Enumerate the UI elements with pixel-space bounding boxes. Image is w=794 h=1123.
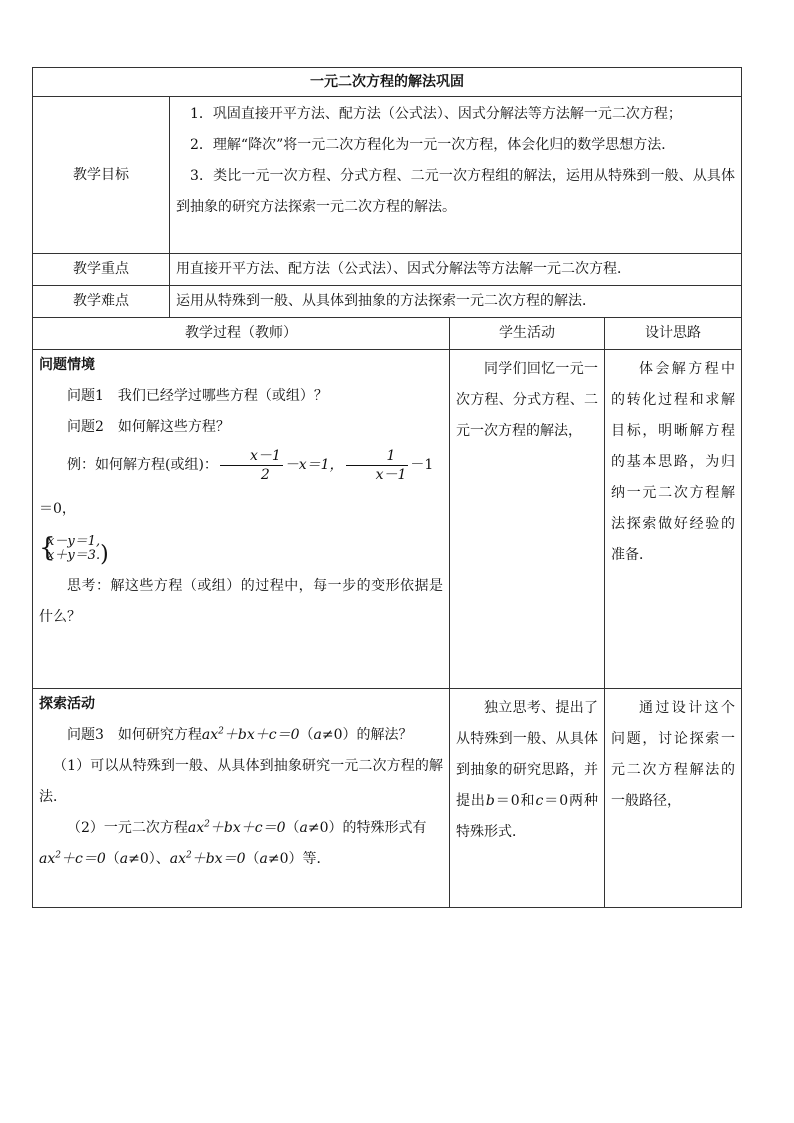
special-forms-suffix: 等． <box>302 851 331 867</box>
special-form-1: $ax^2+c=0$ <box>39 850 106 867</box>
goals-row <box>33 97 742 254</box>
special-forms-line: $ax^2+c=0(a\ne 0)$、$ax^2+bx=0(a\ne 0)$等． <box>39 850 331 867</box>
quadratic-equation: $ax^2+bx+c=0$ <box>187 819 286 836</box>
example-line <box>39 443 443 531</box>
design-idea-1: 体会解方程中的转化过程和求解目标，明晰解方程的基本思路，为归纳一元二次方程解法探索做好经验的准备． <box>605 350 742 689</box>
think-prompt: 思考：解这些方程（或组）的过程中，每一步的变形依据是什么？ <box>39 578 443 625</box>
condition: a <box>313 727 322 743</box>
fraction-1-numerator: x－1 <box>220 447 283 466</box>
fraction-2-denominator: x－1 <box>375 466 407 483</box>
page-title: 一元二次方程的解法巩固 <box>33 68 742 97</box>
condition-variable: a <box>259 851 268 867</box>
example-prefix: 例：如何解方程(或组)： <box>67 457 218 473</box>
student-activity-2-suffix: 两种特殊形式． <box>456 793 598 840</box>
fraction-1 <box>220 447 283 484</box>
special-form-2: $ax^2+bx=0$ <box>169 850 246 867</box>
equation-2-rest: －1＝0， <box>39 457 434 517</box>
student-activity-2-prefix: 独立思考、提出了从特殊到一般、从具体到抽象的研究思路，并提出 <box>456 700 598 809</box>
difficulties-label: 教学难点 <box>33 286 170 318</box>
lesson-table <box>32 67 742 908</box>
equation-system <box>39 531 443 571</box>
header-teacher: 教学过程（教师） <box>33 318 450 350</box>
system-line-2: x＋y＝3. <box>47 548 101 563</box>
goal-item: 3．类比一元一次方程、分式方程、二元一次方程组的解法，运用从特殊到一般、从具体到抽象的研究方法探索一元二次方程的解法。 <box>176 168 735 215</box>
left-brace-icon: { <box>39 533 56 563</box>
condition-variable: a <box>119 851 129 867</box>
variable-c: c <box>535 793 544 809</box>
question-3-suffix: 的解法？ <box>356 727 413 743</box>
section-problem-situation <box>33 350 742 689</box>
header-design: 设计思路 <box>605 318 742 350</box>
design-idea-2: 通过设计这个问题，讨论探索一元二次方程解法的一般路径， <box>605 689 742 908</box>
system-equations <box>39 535 100 563</box>
student-activity-1: 同学们回忆一元一次方程、分式方程、二元一次方程的解法， <box>450 350 605 689</box>
section-title: 问题情境 <box>39 357 95 373</box>
goal-item: 2．理解“降次”将一元二次方程化为一元一次方程，体会化归的数学思想方法． <box>190 137 676 153</box>
fraction-2-numerator: 1 <box>346 447 409 466</box>
variable-b: b <box>485 793 495 809</box>
question-3: 问题3 如何研究方程$ax^2+bx+c=0(a\ne 0)$的解法？ <box>67 726 413 743</box>
header-student: 学生活动 <box>450 318 605 350</box>
student-activity-2: 独立思考、提出了从特殊到一般、从具体到抽象的研究思路，并提出b＝0和c＝0两种特殊形式． <box>450 689 605 908</box>
question-2: 问题2 如何解这些方程？ <box>67 419 230 435</box>
goal-item: 1．巩固直接开平方法、配方法（公式法）、因式分解法等方法解一元二次方程； <box>190 106 682 122</box>
question-3-prefix: 问题3 如何研究方程 <box>67 727 202 743</box>
equation-1-rest: －x＝1， <box>284 457 344 473</box>
quadratic-equation: $ax^2+bx+c=0$ <box>201 726 300 743</box>
difficulties-row <box>33 286 742 318</box>
fraction-1-denominator: 2 <box>260 466 270 483</box>
fraction-2 <box>346 447 409 484</box>
point-1: （1）可以从特殊到一般、从具体到抽象研究一元二次方程的解法． <box>39 758 443 805</box>
point-2-suffix: 的特殊形式有 <box>342 820 427 836</box>
goals-label: 教学目标 <box>33 97 170 254</box>
lesson-plan <box>32 67 741 908</box>
section-title: 探索活动 <box>39 696 95 712</box>
section-exploration <box>33 689 742 908</box>
point-2: （2）一元二次方程$ax^2+bx+c=0(a\ne 0)$的特殊形式有 <box>67 819 427 836</box>
teacher-process-1 <box>33 350 450 689</box>
key-points-label: 教学重点 <box>33 254 170 286</box>
question-1: 问题1 我们已经学过哪些方程（或组）？ <box>67 388 328 404</box>
goals-content <box>170 97 742 254</box>
condition-variable: a <box>299 820 308 836</box>
point-2-prefix: （2）一元二次方程 <box>67 820 188 836</box>
key-points-text: 用直接开平方法、配方法（公式法）、因式分解法等方法解一元二次方程． <box>170 254 742 286</box>
key-points-row <box>33 254 742 286</box>
teacher-process-2 <box>33 689 450 908</box>
system-line-1: x－y＝1, <box>47 534 101 549</box>
difficulties-text: 运用从特殊到一般、从具体到抽象的方法探索一元二次方程的解法． <box>170 286 742 318</box>
right-paren-icon: ) <box>100 542 109 567</box>
column-headers <box>33 318 742 350</box>
